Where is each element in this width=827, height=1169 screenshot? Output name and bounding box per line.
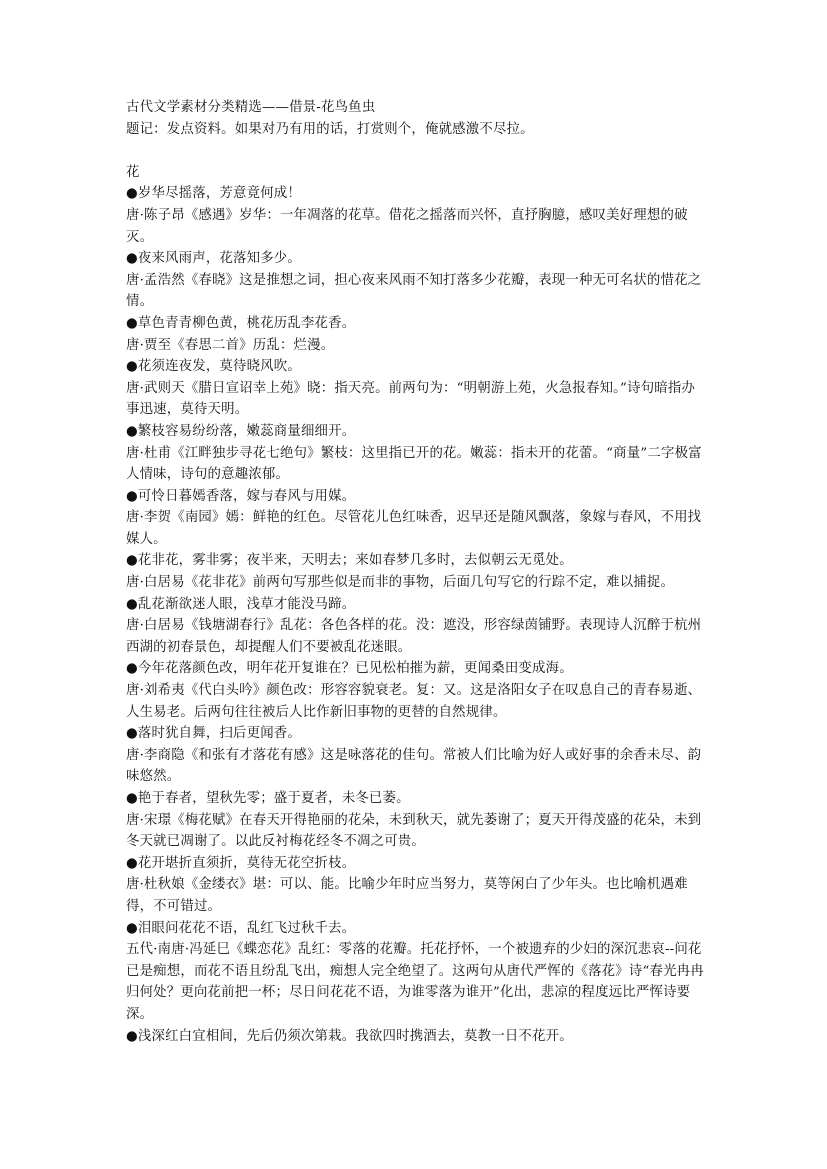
document-body (126, 97, 704, 1047)
verse-line: ●今年花落颜色改，明年花开复谁在？已见松柏摧为薪，更闻桑田变成海。 (126, 661, 573, 677)
commentary-paragraph: 五代·南唐·冯延巳《蝶恋花》乱红：零落的花瓣。托花抒怀，一个被遗弃的少妇的深沉悲哀--问花已是痴想，而花不语且纷乱飞出，痴想人完全绝望了。这两句从唐代严恽的《落花》诗“春光冉冉归何处？更向花前把一杯；尽日问花花不语，为谁零落为谁开”化出，悲凉的程度远比严恽诗要深。 (126, 942, 704, 1022)
verse-line: ●草色青青柳色黄，桃花历乱李花香。 (126, 315, 356, 331)
commentary-paragraph: 唐·武则天《腊日宣诏幸上苑》晓：指天亮。前两句为：“明朝游上苑，火急报春知。”诗句暗指办事迅速，莫待天明。 (126, 380, 696, 418)
commentary-paragraph: 唐·杜甫《江畔独步寻花七绝句》繁枝：这里指已开的花。嫩蕊：指未开的花蕾。“商量”二字极富人情味，诗句的意趣浓郁。 (126, 445, 702, 483)
verse-line: ●乱花渐欲迷人眼，浅草才能没马蹄。 (126, 596, 356, 612)
verse-line: ●夜来风雨声，花落知多少。 (126, 251, 301, 267)
verse-line: ●岁华尽摇落，芳意竟何成！ (126, 186, 301, 202)
verse-line: ●浅深红白宜相间，先后仍须次第栽。我欲四时携酒去，莫教一日不花开。 (126, 1028, 573, 1044)
section-heading: 花 (126, 164, 140, 180)
verse-line: ●花非花，雾非雾；夜半来，天明去；来如春梦几多时，去似朝云无觅处。 (126, 553, 573, 569)
commentary-paragraph: 唐·李贺《南园》嫣：鲜艳的红色。尽管花儿色红味香，迟早还是随风飘落，象嫁与春风，不用找媒人。 (126, 510, 702, 547)
verse-line: ●花须连夜发，莫待晓风吹。 (126, 359, 301, 375)
commentary-paragraph: 唐·孟浩然《春晓》这是推想之词，担心夜来风雨不知打落多少花瓣，表现一种无可名状的惜花之情。 (126, 272, 702, 310)
verse-line: ●花开堪折直须折，莫待无花空折枝。 (126, 855, 356, 871)
verse-line: ●落时犹自舞，扫后更闻香。 (126, 726, 301, 742)
commentary-paragraph: 唐·宋璟《梅花赋》在春天开得艳丽的花朵，未到秋天，就先萎谢了；夏天开得茂盛的花朵，未到冬天就已凋谢了。以此反衬梅花经冬不凋之可贵。 (126, 812, 702, 850)
verse-line: ●繁枝容易纷纷落，嫩蕊商量细细开。 (126, 423, 356, 439)
document-note: 题记：发点资料。如果对乃有用的话，打赏则个，俺就感激不尽拉。 (126, 121, 534, 137)
commentary-paragraph: 唐·白居易《钱塘湖春行》乱花：各色各样的花。没：遮没，形容绿茵铺野。表现诗人沉醉于杭州西湖的初春景色，却提醒人们不要被乱花迷眼。 (126, 618, 702, 655)
commentary-paragraph: 唐·白居易《花非花》前两句写那些似是而非的事物，后面几句写它的行踪不定，难以捕捉。 (126, 575, 675, 591)
commentary-paragraph: 唐·贾至《春思二首》历乱：烂漫。 (126, 337, 335, 353)
blank-line (126, 140, 704, 162)
document-title: 古代文学素材分类精选——借景-花鸟鱼虫 (126, 100, 376, 115)
verse-line: ●艳于春者，望秋先零；盛于夏者，未冬已萎。 (126, 791, 410, 806)
entry-list (126, 183, 704, 1047)
commentary-paragraph: 唐·李商隐《和张有才落花有感》这是咏落花的佳句。常被人们比喻为好人或好事的余香未尽、韵味悠然。 (126, 747, 702, 785)
commentary-paragraph: 唐·杜秋娘《金缕衣》堪：可以、能。比喻少年时应当努力，莫等闲白了少年头。也比喻机遇难得，不可错过。 (126, 877, 688, 914)
verse-line: ●泪眼问花花不语，乱红飞过秋千去。 (126, 920, 356, 936)
verse-line: ●可怜日暮嫣香落，嫁与春风与用媒。 (126, 488, 356, 504)
commentary-paragraph: 唐·陈子昂《感遇》岁华：一年凋落的花草。借花之摇落而兴怀，直抒胸臆，感叹美好理想的破灭。 (126, 207, 688, 245)
commentary-paragraph: 唐·刘希夷《代白头吟》颜色改：形容容貌衰老。复：又。这是洛阳女子在叹息自己的青春易逝、人生易老。后两句往往被后人比作新旧事物的更替的自然规律。 (126, 683, 702, 720)
